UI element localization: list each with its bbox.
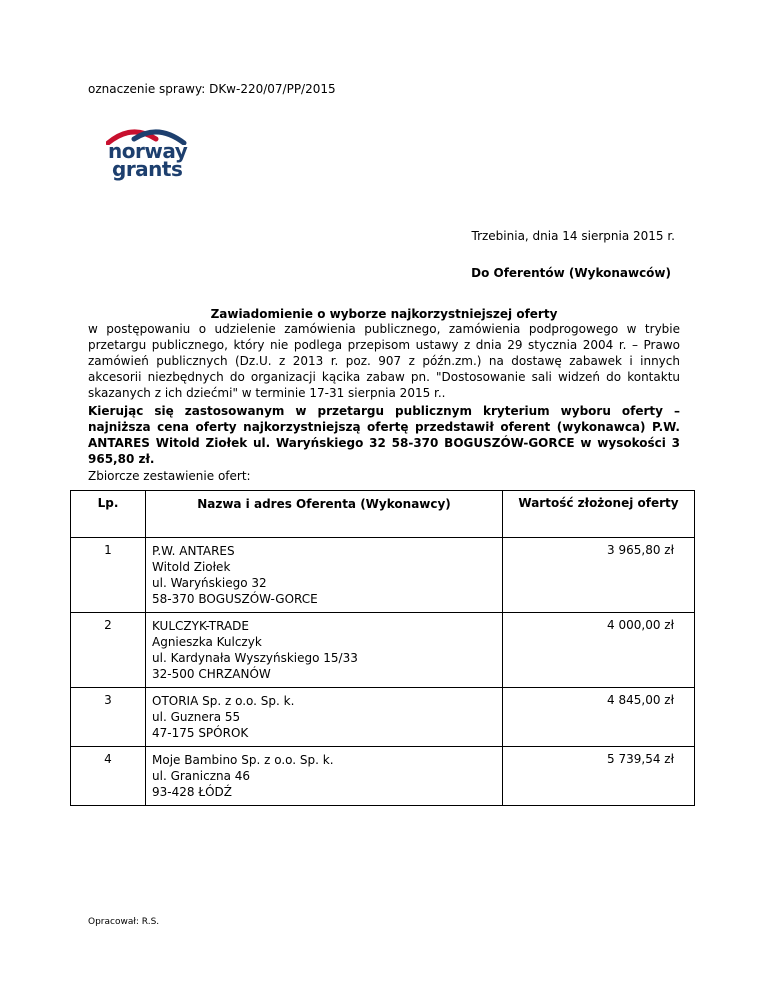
case-reference: oznaczenie sprawy: DKw-220/07/PP/2015	[88, 82, 336, 96]
header-name: Nazwa i adres Oferenta (Wykonawcy)	[146, 491, 503, 538]
name-line: Agnieszka Kulczyk	[152, 635, 262, 649]
name-line: KULCZYK-TRADE	[152, 619, 249, 633]
header-value: Wartość złożonej oferty	[503, 491, 695, 538]
table-row	[71, 747, 695, 806]
document-heading: Zawiadomienie o wyborze najkorzystniejszej oferty	[210, 307, 558, 321]
name-line: Witold Ziołek	[152, 560, 231, 574]
name-line: ul. Waryńskiego 32	[152, 576, 267, 590]
cell-value: 5 739,54 zł	[503, 747, 695, 806]
cell-name	[146, 688, 503, 747]
cell-name	[146, 747, 503, 806]
intro-paragraph: w postępowaniu o udzielenie zamówienia publicznego, zamówienia podprogowego w trybie przetargu publicznego, który nie podlega przepisom ustawy z dnia 29 stycznia 2004 r. – Prawo zamówień publicznych (Dz.U. z 2013 r. poz. 907 z późn.zm.) na dostawę zabawek i innych akcesorii niezbędnych do organizacji kącika zabaw pn. "Dostosowanie sali widzeń do kontaktu skazanych z ich dziećmi" w terminie 17-31 sierpnia 2015 r..	[88, 322, 680, 400]
cell-lp: 2	[71, 613, 146, 688]
name-line: OTORIA Sp. z o.o. Sp. k.	[152, 694, 295, 708]
table-header-row	[71, 491, 695, 538]
cell-name	[146, 538, 503, 613]
decision-paragraph: Kierując się zastosowanym w przetargu publicznym kryterium wyboru oferty – najniższa cena oferty najkorzystniejszą ofertę przedstawił oferent (wykonawca) P.W. ANTARES Witold Ziołek ul. Waryńskiego 32 58-370 BOGUSZÓW-GORCE w wysokości 3 965,80 zł.	[88, 404, 680, 466]
cell-value: 4 845,00 zł	[503, 688, 695, 747]
name-line: ul. Kardynała Wyszyńskiego 15/33	[152, 651, 358, 665]
cell-lp: 4	[71, 747, 146, 806]
cell-name	[146, 613, 503, 688]
cell-lp: 1	[71, 538, 146, 613]
date-line: Trzebinia, dnia 14 sierpnia 2015 r.	[471, 229, 675, 243]
header-lp: Lp.	[71, 491, 146, 538]
logo-word-norway: norway	[108, 139, 188, 163]
summary-label: Zbiorcze zestawienie ofert:	[88, 469, 251, 483]
table-row	[71, 613, 695, 688]
cell-value: 4 000,00 zł	[503, 613, 695, 688]
addressee: Do Oferentów (Wykonawców)	[471, 266, 671, 280]
name-line: ul. Graniczna 46	[152, 769, 251, 783]
offers-table	[70, 490, 695, 806]
cell-lp: 3	[71, 688, 146, 747]
logo-word-grants: grants	[112, 157, 183, 181]
name-line: P.W. ANTARES	[152, 544, 235, 558]
table-row	[71, 688, 695, 747]
prepared-by: Opracował: R.S.	[88, 917, 160, 927]
name-line: 32-500 CHRZANÓW	[152, 667, 271, 681]
name-line: Moje Bambino Sp. z o.o. Sp. k.	[152, 753, 334, 767]
name-line: ul. Guznera 55	[152, 710, 241, 724]
name-line: 93-428 ŁÓDŹ	[152, 785, 232, 799]
norway-grants-logo	[106, 125, 196, 183]
cell-value: 3 965,80 zł	[503, 538, 695, 613]
table-row	[71, 538, 695, 613]
name-line: 47-175 SPÓROK	[152, 726, 249, 740]
name-line: 58-370 BOGUSZÓW-GORCE	[152, 592, 318, 606]
